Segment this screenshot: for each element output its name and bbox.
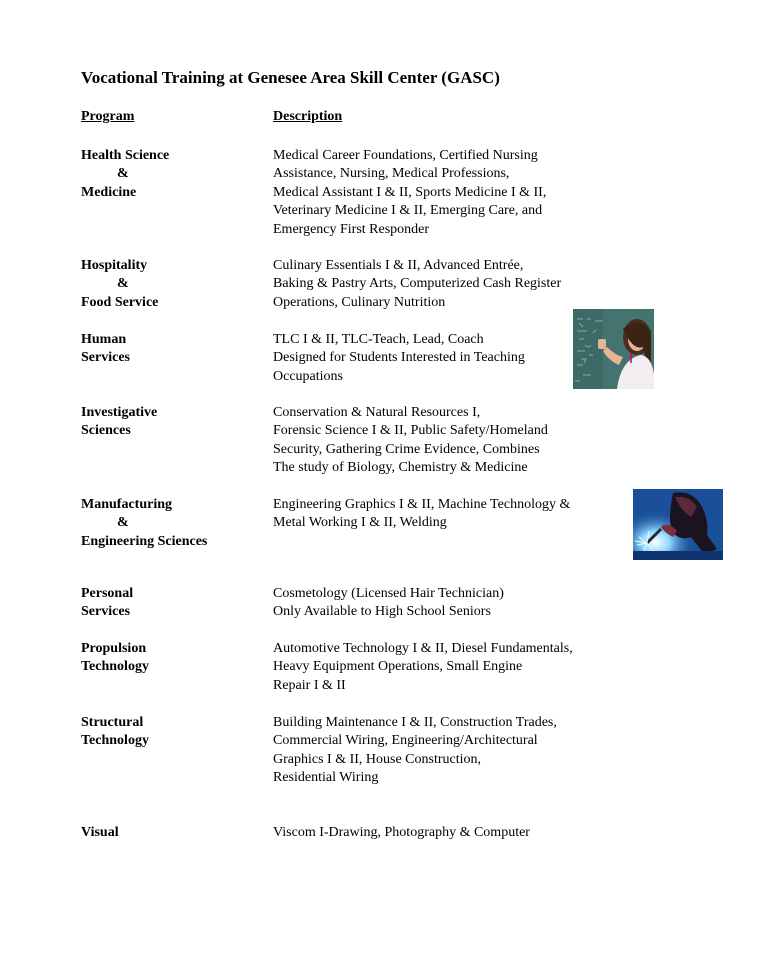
program-name-line: Medicine [81, 184, 137, 200]
description-line: Medical Assistant I & II, Sports Medicine I & II, [273, 184, 547, 200]
program-name-hospitality [81, 257, 158, 312]
description-line: Building Maintenance I & II, Construction Trades, [273, 715, 557, 730]
description-line: The study of Biology, Chemistry & Medicine [273, 460, 528, 476]
description-line: Viscom I-Drawing, Photography & Computer [273, 825, 530, 840]
description-line: Assistance, Nursing, Medical Professions, [273, 166, 510, 182]
welder-illustration [633, 489, 723, 560]
program-name-line: Technology [81, 733, 149, 749]
description-column-header: Description [273, 109, 343, 124]
program-description-investigative-sciences [273, 404, 548, 478]
program-name-line: Health Science [81, 148, 170, 163]
program-name-line: Investigative [81, 405, 158, 420]
program-name-line: & [117, 166, 129, 182]
program-name-line: Structural [81, 715, 144, 730]
program-description-propulsion-technology [273, 640, 573, 695]
program-name-line: Services [81, 604, 130, 620]
description-line: Commercial Wiring, Engineering/Architectural [273, 733, 538, 749]
program-name-line: Human [81, 332, 127, 347]
program-name-investigative-sciences [81, 404, 157, 441]
description-line: Heavy Equipment Operations, Small Engine [273, 659, 523, 675]
description-line: Security, Gathering Crime Evidence, Combines [273, 441, 540, 457]
description-line: Emergency First Responder [273, 221, 430, 237]
program-name-human-services [81, 331, 130, 368]
program-description-manufacturing [273, 496, 570, 533]
program-description-human-services [273, 331, 525, 386]
program-name-propulsion-technology [81, 640, 149, 677]
program-description-visual [273, 824, 530, 842]
page-title: Vocational Training at Genesee Area Skill Center (GASC) [81, 68, 500, 87]
description-line: Metal Working I & II, Welding [273, 515, 447, 531]
description-line: Occupations [273, 368, 343, 384]
description-line: Forensic Science I & II, Public Safety/Homeland [273, 423, 548, 439]
description-line: Conservation & Natural Resources I, [273, 405, 481, 420]
program-name-line: Manufacturing [81, 497, 172, 512]
description-line: TLC I & II, TLC-Teach, Lead, Coach [273, 332, 484, 347]
program-name-line: Food Service [81, 294, 159, 310]
description-line: Engineering Graphics I & II, Machine Technology & [273, 497, 571, 512]
program-name-line: Hospitality [81, 258, 148, 273]
description-line: Automotive Technology I & II, Diesel Fundamentals, [273, 641, 573, 656]
program-name-health-science [81, 147, 169, 202]
description-line: Designed for Students Interested in Teaching [273, 350, 525, 366]
program-name-structural-technology [81, 714, 149, 751]
description-line: Medical Career Foundations, Certified Nursing [273, 148, 538, 163]
program-description-personal-services [273, 585, 504, 622]
description-line: Cosmetology (Licensed Hair Technician) [273, 586, 504, 601]
program-name-line: Technology [81, 659, 149, 675]
program-name-manufacturing [81, 496, 207, 551]
program-name-line: Services [81, 350, 130, 366]
program-column-header: Program [81, 109, 135, 124]
program-name-line: Sciences [81, 423, 131, 439]
description-line: Veterinary Medicine I & II, Emerging Care, and [273, 203, 543, 219]
description-line: Graphics I & II, House Construction, [273, 751, 482, 767]
program-name-line: Personal [81, 586, 134, 601]
teacher-at-chalkboard-photo [573, 309, 654, 389]
description-line: Culinary Essentials I & II, Advanced Entrée, [273, 258, 524, 273]
program-name-line: Visual [81, 825, 119, 840]
program-description-health-science [273, 147, 546, 239]
teacher-photo-art [573, 309, 654, 389]
program-name-line: Engineering Sciences [81, 533, 208, 549]
program-description-structural-technology [273, 714, 557, 788]
description-line: Repair I & II [273, 677, 346, 693]
description-line: Baking & Pastry Arts, Computerized Cash Register [273, 276, 562, 292]
program-description-hospitality [273, 257, 561, 312]
description-line: Only Available to High School Seniors [273, 604, 491, 620]
program-name-personal-services [81, 585, 133, 622]
welder-art [633, 489, 723, 560]
description-line: Operations, Culinary Nutrition [273, 294, 446, 310]
program-name-visual [81, 824, 119, 842]
program-name-line: & [117, 515, 129, 531]
program-name-line: & [117, 276, 129, 292]
program-name-line: Propulsion [81, 641, 147, 656]
description-line: Residential Wiring [273, 770, 379, 786]
